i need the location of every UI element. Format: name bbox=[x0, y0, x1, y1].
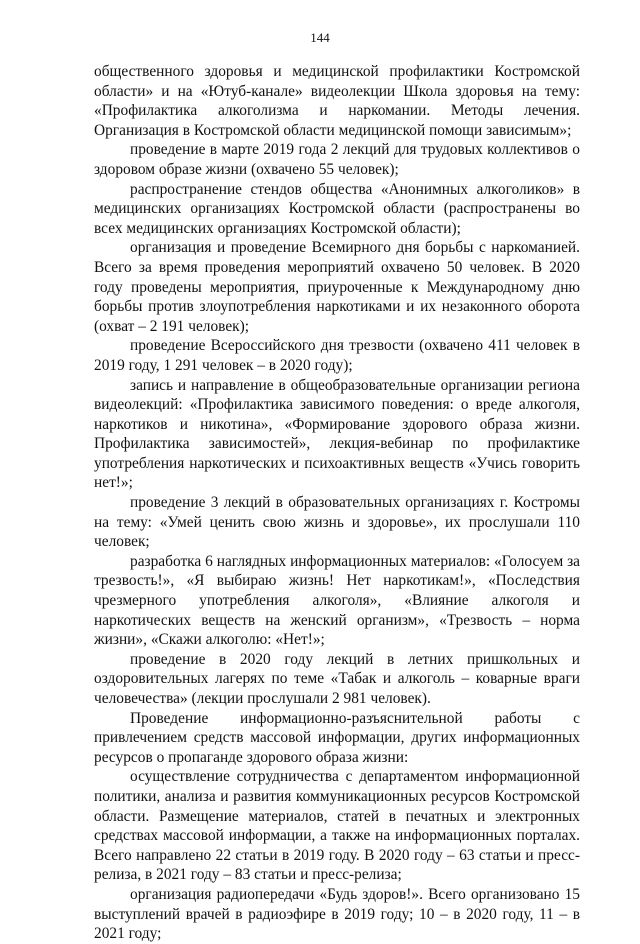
paragraph-info-materials: разработка 6 наглядных информационных материалов: «Голосуем за трезвость!», «Я выбираю жизнь! Нет наркотикам!», «Последствия чрезмерного употребления алкоголя», «Влияние алкоголя и наркотических веществ на женский организм», «Трезвость – норма жизни», «Скажи алкоголю: «Нет!»; bbox=[94, 552, 580, 649]
paragraph-continuation: общественного здоровья и медицинской профилактики Костромской области» и на «Ютуб-канале» видеолекции Школа здоровья на тему: «Профилактика алкоголизма и наркомании. Методы лечения. Организация в Костромской области медицинской помощи зависимым»; bbox=[94, 63, 580, 139]
paragraph-kostroma-lectures: проведение 3 лекций в образовательных организациях г. Костромы на тему: «Умей ценить свою жизнь и здоровье», их прослушали 110 человек; bbox=[94, 494, 580, 551]
page-number: 144 bbox=[310, 30, 330, 45]
paragraph-sobriety-day: проведение Всероссийского дня трезвости (охвачено 411 человек в 2019 году, 1 291 человек – в 2020 году); bbox=[94, 337, 580, 374]
paragraph-media-work: Проведение информационно-разъяснительной работы с привлечением средств массовой информации, других информационных ресурсов о пропаганде здорового образа жизни: bbox=[94, 709, 580, 766]
paragraph-summer-camps: проведение в 2020 году лекций в летних пришкольных и оздоровительных лагерях по теме «Табак и алкоголь – коварные враги человечества» (лекции прослушали 2 981 человек). bbox=[94, 650, 580, 707]
paragraph-video-lectures: запись и направление в общеобразовательные организации региона видеолекций: «Профилактика зависимого поведения: о вреде алкоголя, наркотиков и никотина», «Формирование здорового образа жизни. Профилактика зависимостей», лекция-вебинар по профилактике употребления наркотических и психоактивных веществ «Учись говорить нет!»; bbox=[94, 376, 580, 492]
paragraph-lectures-workforce: проведение в марте 2019 года 2 лекций для трудовых коллективов о здоровом образе жизни (охвачено 55 человек); bbox=[94, 141, 580, 178]
paragraph-aa-stands: распространение стендов общества «Анонимных алкоголиков» в медицинских организациях Костромской области (распространены во всех медицинских организациях Костромской области); bbox=[94, 180, 580, 237]
paragraph-anti-drug-day: организация и проведение Всемирного дня борьбы с наркоманией. Всего за время проведения мероприятий охвачено 50 человек. В 2020 году проведены мероприятия, приуроченные к Международному дню борьбы против злоупотребления наркотиками и их незаконного оборота (охват – 2 191 человек); bbox=[94, 239, 580, 335]
document-body bbox=[94, 62, 580, 944]
paragraph-radio: организация радиопередачи «Будь здоров!». Всего организовано 15 выступлений врачей в радиоэфире в 2019 году; 10 – в 2020 году, 11 – в 2021 году; bbox=[94, 885, 580, 943]
paragraph-cooperation: осуществление сотрудничества с департаментом информационной политики, анализа и развития коммуникационных ресурсов Костромской области. Размещение материалов, статей в печатных и электронных средствах массовой информации, а также на информационных порталах. Всего направлено 22 статьи в 2019 году. В 2020 году – 63 статьи и пресс-релиза, в 2021 году – 83 статьи и пресс-релиза; bbox=[94, 768, 580, 884]
